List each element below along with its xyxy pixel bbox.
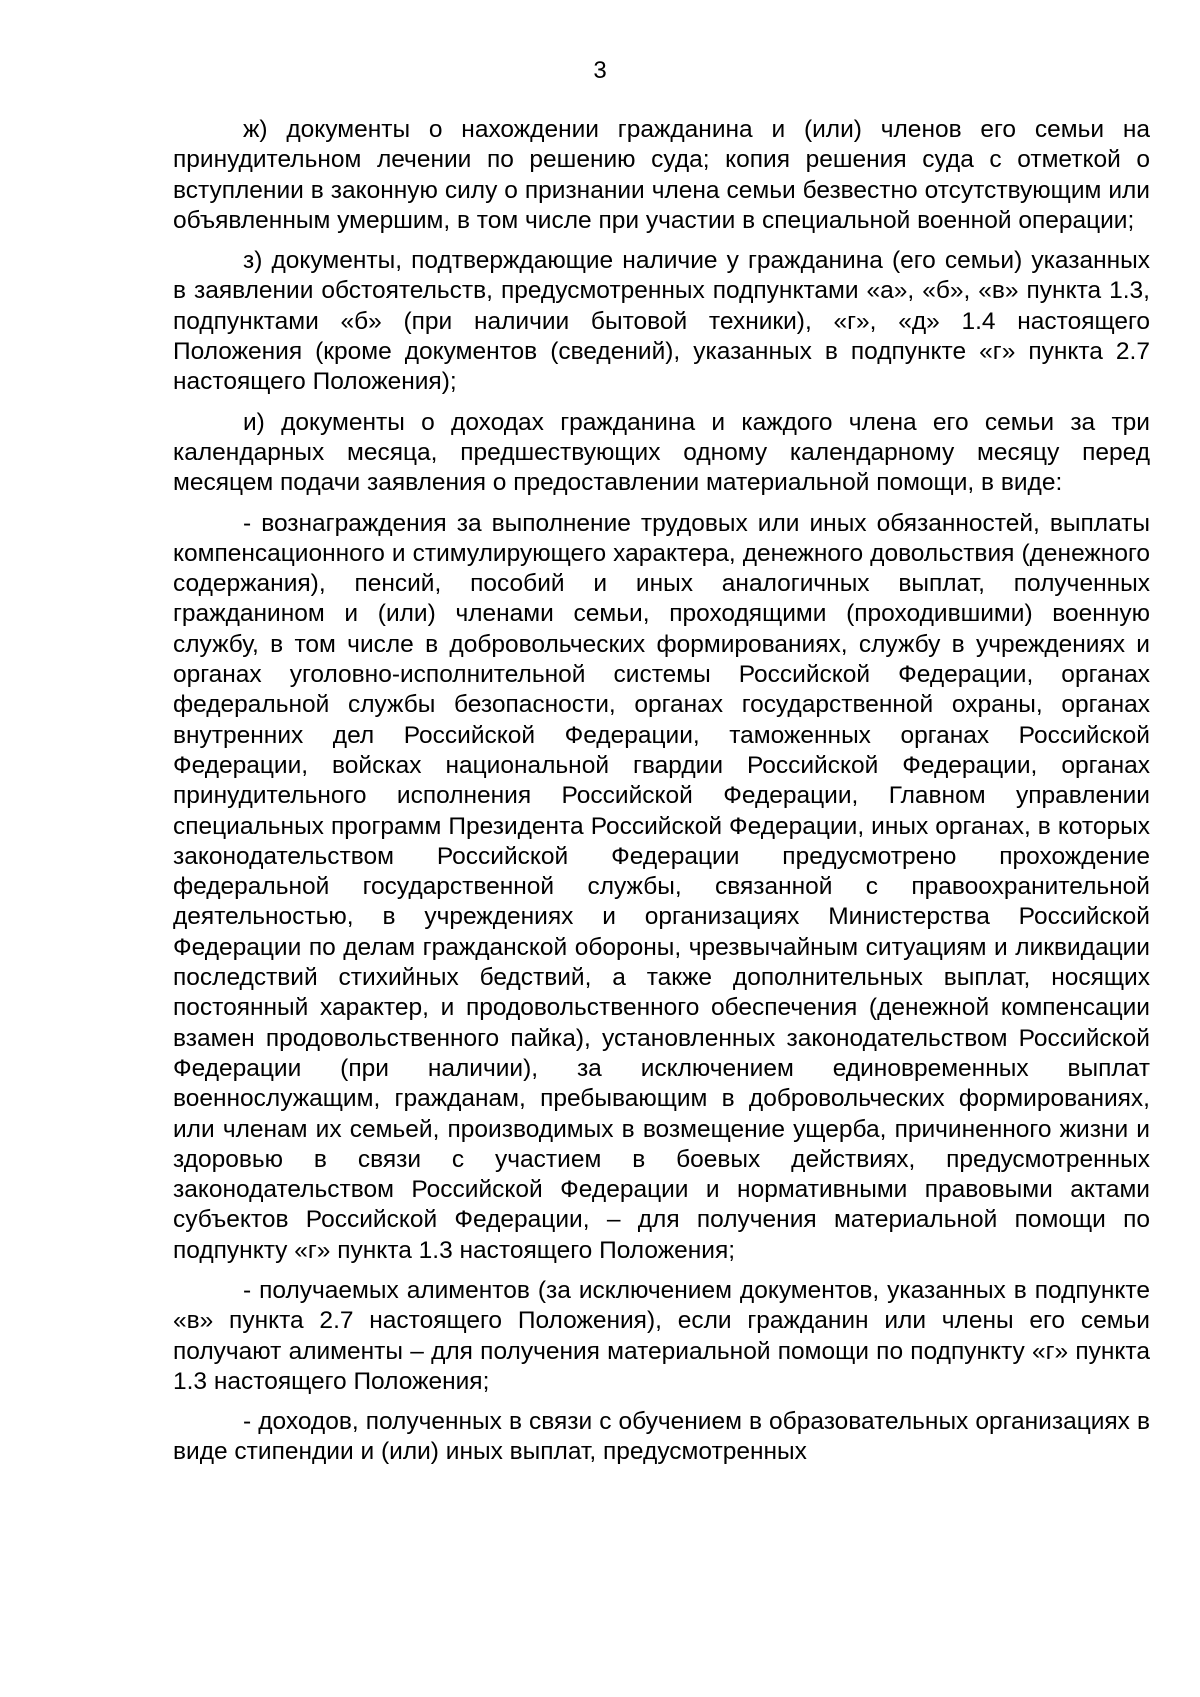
list-item-education-income: - доходов, полученных в связи с обучением в образовательных организациях в виде стипендии и (или) иных выплат, предусмотренных — [173, 1408, 1150, 1466]
paragraph-zh: ж) документы о нахождении гражданина и (или) членов его семьи на принудительном лечении по решению суда; копия решения суда с отметкой о вступлении в законную силу о признании члена семьи безвестно отсутствующим или объявленным умершим, в том числе при участии в специальной военной операции; — [173, 116, 1150, 234]
document-body — [173, 115, 1150, 1478]
list-item-remuneration: - вознаграждения за выполнение трудовых или иных обязанностей, выплаты компенсационного и стимулирующего характера, денежного довольствия (денежного содержания), пенсий, пособий и иных аналогичных выплат, полученных гражданином и (или) членами семьи, проходящими (проходившими) военную службу, в том числе в добровольческих формированиях, службу в учреждениях и органах уголовно-исполнительной системы Российской Федерации, органах федеральной службы безопасности, органах государственной охраны, органах внутренних дел Российской Федерации, таможенных органах Российской Федерации, войсках национальной гвардии Российской Федерации, органах принудительного исполнения Российской Федерации, Главном управлении специальных программ Президента Российской Федерации, иных органах, в которых законодательством Российской Федерации предусмотрено прохождение федеральной государственной службы, связанной с правоохранительной деятельностью, в учреждениях и организациях Министерства Российской Федерации по делам гражданской обороны, чрезвычайным ситуациям и ликвидации последствий стихийных бедствий, а также дополнительных выплат, носящих постоянный характер, и продовольственного обеспечения (денежной компенсации взамен продовольственного пайка), установленных законодательством Российской Федерации (при наличии), за исключением единовременных выплат военнослужащим, гражданам, пребывающим в добровольческих формированиях, или членам их семьей, производимых в возмещение ущерба, причиненного жизни и здоровью в связи с участием в боевых действиях, предусмотренных законодательством Российской Федерации и нормативными правовыми актами субъектов Российской Федерации, – для получения материальной помощи по подпункту «г» пункта 1.3 настоящего Положения; — [173, 509, 1150, 1264]
paragraph-z: з) документы, подтверждающие наличие у гражданина (его семьи) указанных в заявлении обстоятельств, предусмотренных подпунктами «а», «б», «в» пункта 1.3, подпунктами «б» (при наличии бытовой техники), «г», «д» 1.4 настоящего Положения (кроме документов (сведений), указанных в подпункте «г» пункта 2.7 настоящего Положения); — [173, 247, 1150, 396]
page-number: 3 — [593, 57, 607, 84]
paragraph-i: и) документы о доходах гражданина и каждого члена его семьи за три календарных месяца, предшествующих одному календарному месяцу перед месяцем подачи заявления о предоставлении материальной помощи, в виде: — [173, 408, 1150, 497]
list-item-alimony: - получаемых алиментов (за исключением документов, указанных в подпункте «в» пункта 2.7 настоящего Положения), если гражданин или члены его семьи получают алименты – для получения материальной помощи по подпункту «г» пункта 1.3 настоящего Положения; — [173, 1276, 1150, 1395]
